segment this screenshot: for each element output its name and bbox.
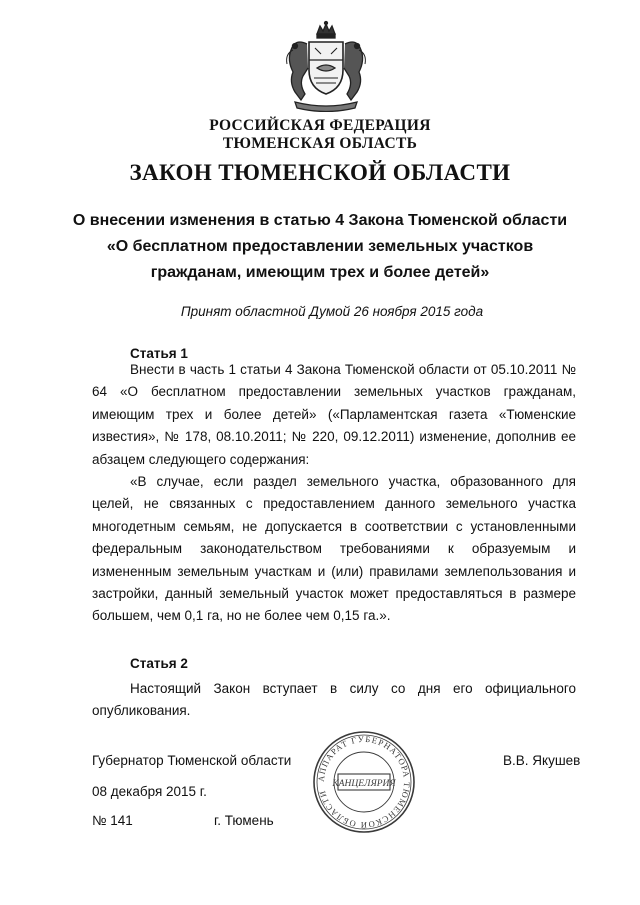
law-subject-line-1: О внесении изменения в статью 4 Закона Тюменской области [72,212,568,229]
country-heading: РОССИЙСКАЯ ФЕДЕРАЦИЯ [209,117,431,134]
svg-text:АППАРАТ ГУБЕРНАТОРА ТЮМЕНСКОЙ: АППАРАТ ГУБЕРНАТОРА ТЮМЕНСКОЙ ОБЛАСТИ [315,733,413,831]
law-subject-line-2: «О бесплатном предоставлении земельных участков [106,238,534,255]
signatory-name: В.В. Якушев [503,753,581,768]
official-stamp [312,730,416,834]
article-2-paragraph-1: Настоящий Закон вступает в силу со дня его официального опубликования. [92,681,576,719]
article-2-title: Статья 2 [130,656,188,671]
coat-of-arms-icon [281,20,371,112]
article-1-title: Статья 1 [130,346,188,361]
signing-date: 08 декабря 2015 г. [92,784,207,799]
signing-city: г. Тюмень [214,813,274,828]
signatory-position: Губернатор Тюменской области [92,753,292,768]
document-type-title: ЗАКОН ТЮМЕНСКОЙ ОБЛАСТИ [129,160,511,185]
article-1-paragraph-2: «В случае, если раздел земельного участка, образованного для целей, не связанных с предоставлением данного земельного участка многодетным семьям, не допускается в соответствии с установленными федеральным законодательством требованиями к образуемым и измененным земельным участкам и (или) правилами землепользования и застройки, данный земельный участок может предоставляться в размере большем, чем 0,1 га, но не более чем 0,15 га.». [92,474,576,624]
region-heading: ТЮМЕНСКАЯ ОБЛАСТЬ [222,135,418,152]
adoption-note: Принят областной Думой 26 ноября 2015 года [180,304,484,319]
law-number: № 141 [92,813,133,828]
law-subject-line-3: гражданам, имеющим трех и более детей» [150,264,490,281]
article-1-paragraph-1: Внести в часть 1 статьи 4 Закона Тюменской области от 05.10.2011 № 64 «О бесплатном предоставлении земельных участков гражданам, имеющим трех и более детей» («Парламентская газета «Тюменские известия», № 178, 08.10.2011; № 220, 09.12.2011) изменение, дополнив ее абзацем следующего содержания: [92,362,576,467]
svg-text:КАНЦЕЛЯРИЯ: КАНЦЕЛЯРИЯ [332,779,396,789]
